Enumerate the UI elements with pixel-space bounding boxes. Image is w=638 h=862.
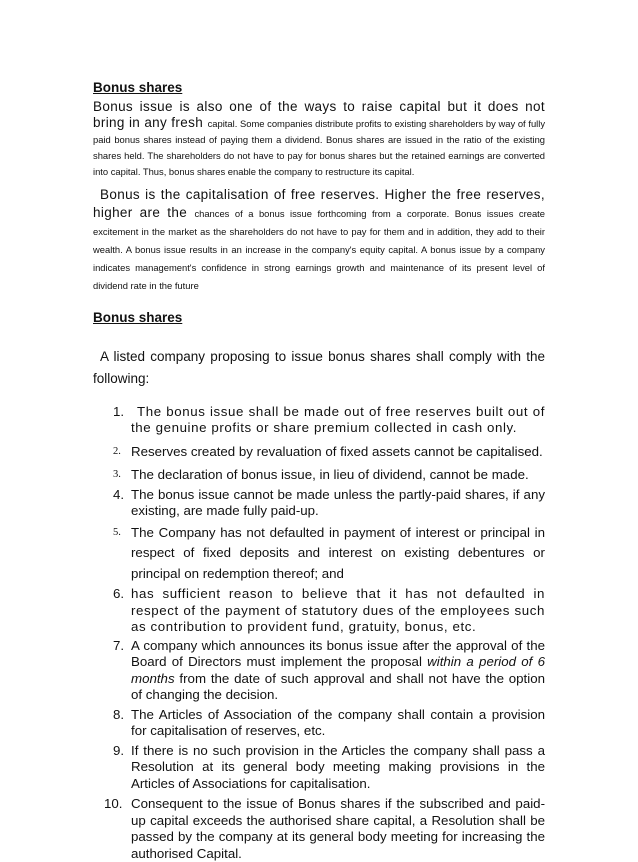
list-item-text: If there is no such provision in the Articles the company shall pass a Resolution at its general body meeting making provisions in the Articles of Associations for capitalisation. <box>131 743 545 791</box>
list-item-number: 7. <box>113 638 124 655</box>
list-item-number: 2. <box>113 444 121 461</box>
list-item-number: 6. <box>113 586 124 603</box>
list-item-number: 5. <box>113 523 121 544</box>
requirements-intro <box>93 346 545 390</box>
requirements-list <box>93 404 545 862</box>
list-item-number: 10. <box>104 796 123 813</box>
list-item-number: 8. <box>113 707 124 724</box>
list-item <box>93 487 545 520</box>
list-item-number: 3. <box>113 467 121 484</box>
list-item-number: 4. <box>113 487 124 504</box>
section-heading-bonus-shares: Bonus shares <box>93 80 545 96</box>
list-item-text: The bonus issue shall be made out of free reserves built out of the genuine profits or share premium collected in cash only. <box>131 404 545 436</box>
list-item-text: Consequent to the issue of Bonus shares if the subscribed and paid-up capital exceeds the authorised share capital, a Resolution shall be passed by the company at its general body meeting for increasing the authorised Capital. <box>131 796 545 861</box>
list-item <box>93 523 545 585</box>
list-item <box>93 404 545 437</box>
list-item <box>93 743 545 793</box>
list-item-text: Reserves created by revaluation of fixed assets cannot be capitalised. <box>131 444 543 459</box>
list-item-text: from the date of such approval and shall not have the option of changing the decision. <box>131 671 545 703</box>
list-item-text: The Articles of Association of the company shall contain a provision for capitalisation of reserves, etc. <box>131 707 545 739</box>
list-item <box>93 586 545 636</box>
list-item-number: 9. <box>113 743 124 760</box>
list-item-text: The declaration of bonus issue, in lieu of dividend, cannot be made. <box>131 467 529 482</box>
paragraph-body-text: chances of a bonus issue forthcoming from a corporate. Bonus issues create excitement in the market as the shareholders do not have to pay for them and in addition, they add to their wealth. A bonus issue results in an increase in the company's equity capital. A bonus issue by a company indicates management's confidence in strong earnings growth and maintenance of its present level of dividend rate in the future <box>93 208 545 291</box>
list-item <box>93 467 545 484</box>
list-item <box>93 638 545 704</box>
section-heading-bonus-shares-2: Bonus shares <box>93 310 545 326</box>
list-item-emphasis: within a period of 6 months <box>131 654 545 686</box>
list-item <box>93 707 545 740</box>
list-item-text: The bonus issue cannot be made unless the partly-paid shares, if any existing, are made fully paid-up. <box>131 487 545 519</box>
paragraph-capitalisation <box>93 186 545 294</box>
paragraph-lead-text: Bonus is the capitalisation of free reserves. Higher the free reserves, higher are the <box>93 187 545 220</box>
list-item-text: has sufficient reason to believe that it has not defaulted in respect of the payment of statutory dues of the employees such as contribution to provident fund, gratuity, bonus, etc. <box>131 586 545 634</box>
list-item <box>93 444 545 461</box>
list-item-number: 1. <box>113 404 124 421</box>
intro-text: A listed company proposing to issue bonus shares shall comply with the following: <box>93 349 545 386</box>
list-item-text: A company which announces its bonus issue after the approval of the Board of Directors must implement the proposal <box>131 638 545 670</box>
paragraph-bonus-issue-intro <box>93 99 545 179</box>
document-page <box>93 80 545 862</box>
list-item <box>93 796 545 862</box>
paragraph-body-text: capital. Some companies distribute profits to existing shareholders by way of fully paid bonus shares instead of paying them a dividend. Bonus shares are issued in the ratio of the existing shares held. The shareholders do not have to pay for bonus shares but the retained earnings are converted into capital. Thus, bonus shares enable the company to restructure its capital. <box>93 118 545 177</box>
paragraph-lead-text: Bonus issue is also one of the ways to raise capital but it does not bring in any fresh <box>93 99 545 130</box>
list-item-text: The Company has not defaulted in payment of interest or principal in respect of fixed deposits and interest on existing debentures or principal on redemption thereof; and <box>131 525 545 581</box>
